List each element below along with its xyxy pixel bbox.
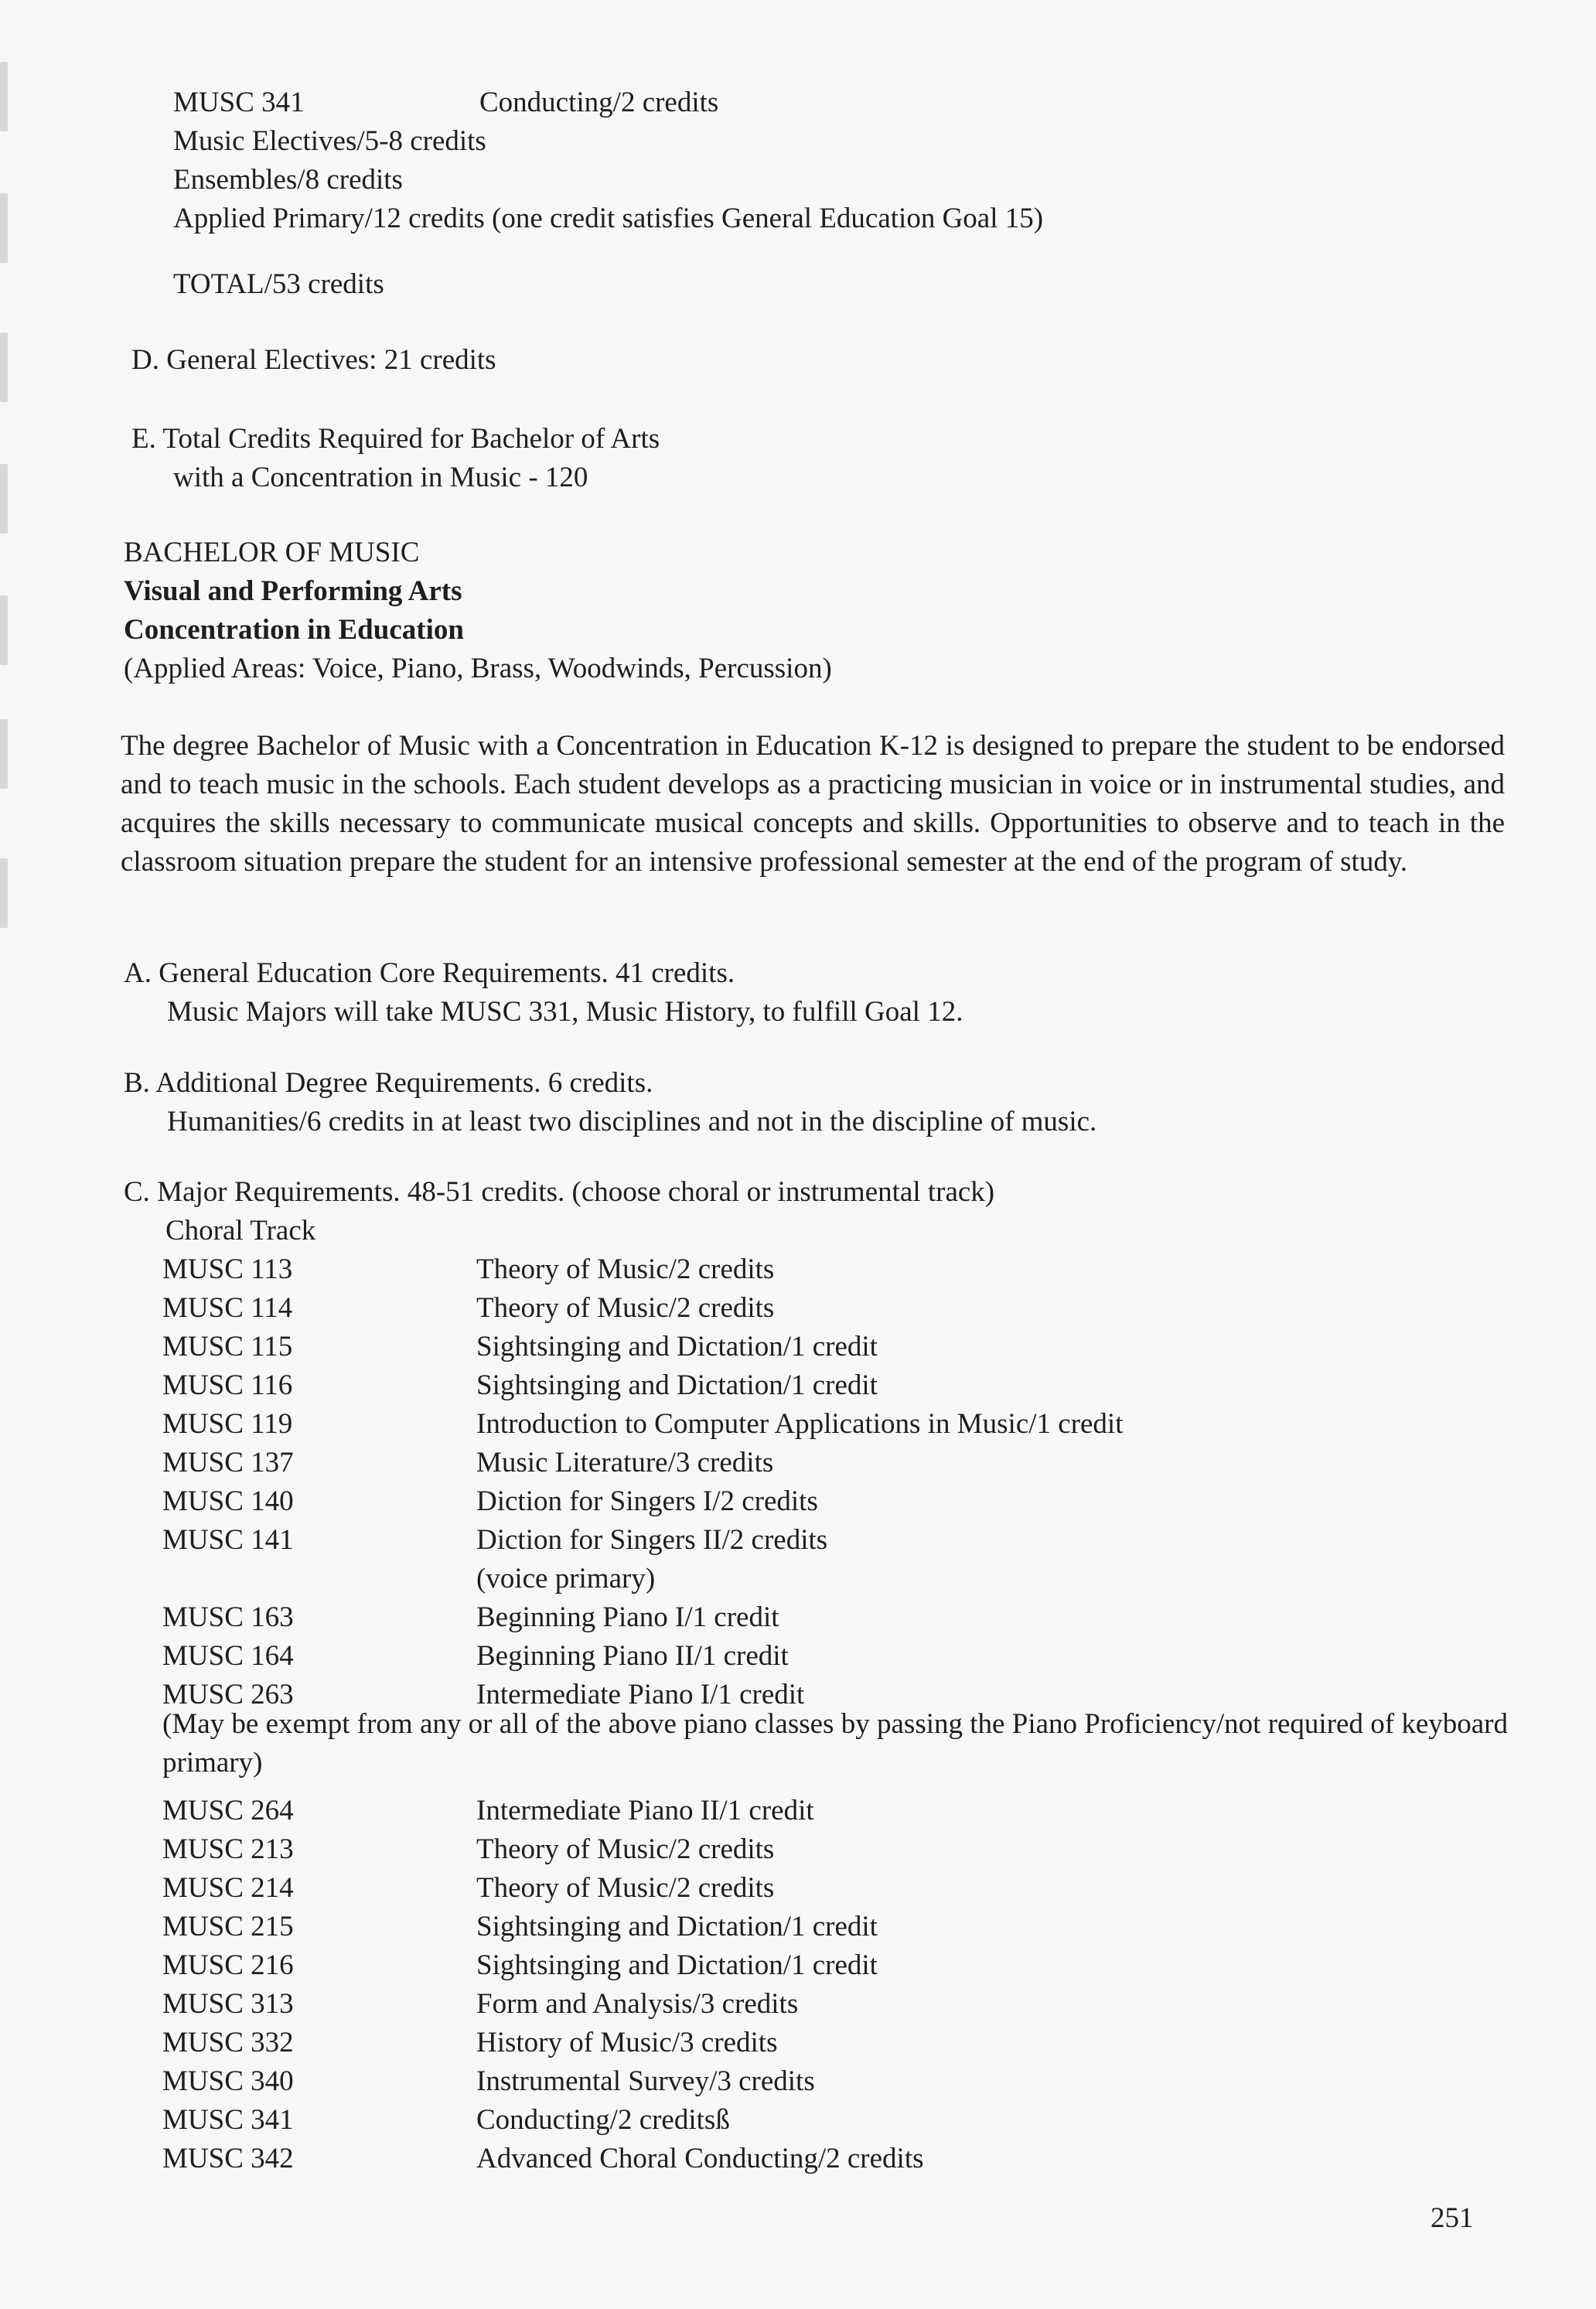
- course-title: Theory of Music/2 credits: [476, 1833, 775, 1865]
- course-code: MUSC 214: [162, 1872, 294, 1904]
- course-title: Diction for Singers II/2 credits: [476, 1524, 828, 1556]
- course-code: MUSC 164: [162, 1640, 294, 1672]
- binding-mark: [0, 193, 8, 263]
- course-title: Instrumental Survey/3 credits: [476, 2065, 815, 2097]
- course-title: Introduction to Computer Applications in Music/1 credit: [476, 1408, 1124, 1440]
- course-code: MUSC 141: [162, 1524, 294, 1556]
- course-title: Intermediate Piano I/1 credit: [476, 1679, 805, 1710]
- binding-mark: [0, 464, 8, 534]
- course-code: MUSC 116: [162, 1369, 293, 1401]
- program-description: The degree Bachelor of Music with a Concentration in Education K-12 is designed to prepare the student to be endorsed and to teach music in the schools. Each student develops as a practicing musician in voice or in instrumental studies, and acquires the skills necessary to communicate musical concepts and skills. Opportunities to observe and to teach in the classroom situation prepare the student for an intensive professional semester at the end of the program of study.: [121, 730, 1505, 878]
- binding-mark: [0, 858, 8, 928]
- course-code: MUSC 263: [162, 1679, 294, 1710]
- section-b-line1: B. Additional Degree Requirements. 6 credits.: [124, 1067, 653, 1099]
- total-credits: TOTAL/53 credits: [173, 268, 384, 300]
- track-label: Choral Track: [165, 1215, 316, 1247]
- course-title: Sightsinging and Dictation/1 credit: [476, 1331, 878, 1363]
- course-code: MUSC 137: [162, 1447, 294, 1479]
- course-title: Sightsinging and Dictation/1 credit: [476, 1949, 878, 1981]
- course-code: MUSC 341: [162, 2104, 294, 2136]
- course-code: MUSC 313: [162, 1988, 294, 2020]
- course-title: Beginning Piano I/1 credit: [476, 1601, 779, 1633]
- course-title: Intermediate Piano II/1 credit: [476, 1795, 814, 1826]
- course-title: Music Literature/3 credits: [476, 1447, 774, 1479]
- course-code: MUSC 115: [162, 1331, 293, 1363]
- course-code: MUSC 216: [162, 1949, 294, 1981]
- course-title: Conducting/2 creditsß: [476, 2104, 730, 2136]
- course-title: Theory of Music/2 credits: [476, 1292, 775, 1324]
- continuation-line: Applied Primary/12 credits (one credit satisfies General Education Goal 15): [173, 203, 1044, 234]
- course-code: MUSC 264: [162, 1795, 294, 1826]
- course-code: MUSC 340: [162, 2065, 294, 2097]
- binding-mark: [0, 62, 8, 131]
- section-d: D. General Electives: 21 credits: [131, 344, 496, 376]
- course-code: MUSC 332: [162, 2027, 294, 2058]
- course-title: Advanced Choral Conducting/2 credits: [476, 2143, 924, 2174]
- course-code: MUSC 113: [162, 1253, 293, 1285]
- course-code: MUSC 114: [162, 1292, 293, 1324]
- piano-exemption-note: (May be exempt from any or all of the above piano classes by passing the Piano Proficiency/not required of keyboard primary): [162, 1708, 1508, 1779]
- page-number: 251: [1431, 2202, 1474, 2234]
- program-concentration: Concentration in Education: [124, 614, 464, 646]
- section-a-line1: A. General Education Core Requirements. 41 credits.: [124, 957, 735, 989]
- voice-primary-note: (voice primary): [476, 1563, 656, 1594]
- course-code: MUSC 140: [162, 1485, 294, 1517]
- course-title: Sightsinging and Dictation/1 credit: [476, 1369, 878, 1401]
- course-code: MUSC 342: [162, 2143, 294, 2174]
- course-title: Beginning Piano II/1 credit: [476, 1640, 789, 1672]
- course-title: Theory of Music/2 credits: [476, 1253, 775, 1285]
- course-code: MUSC 213: [162, 1833, 294, 1865]
- program-title: BACHELOR OF MUSIC: [124, 537, 420, 568]
- section-b-line2: Humanities/6 credits in at least two disciplines and not in the discipline of music.: [167, 1106, 1097, 1137]
- course-title: History of Music/3 credits: [476, 2027, 778, 2058]
- binding-mark: [0, 333, 8, 402]
- continuation-line: Music Electives/5-8 credits: [173, 125, 486, 157]
- course-title: Theory of Music/2 credits: [476, 1872, 775, 1904]
- binding-mark: [0, 595, 8, 665]
- section-e-line1: E. Total Credits Required for Bachelor of Arts: [131, 423, 660, 455]
- course-code: MUSC 341: [173, 87, 305, 118]
- course-title: Form and Analysis/3 credits: [476, 1988, 799, 2020]
- course-title: Conducting/2 credits: [479, 87, 719, 118]
- course-code: MUSC 215: [162, 1911, 294, 1942]
- course-title: Diction for Singers I/2 credits: [476, 1485, 818, 1517]
- program-applied-areas: (Applied Areas: Voice, Piano, Brass, Woodwinds, Percussion): [124, 653, 832, 684]
- binding-mark: [0, 719, 8, 789]
- section-e-line2: with a Concentration in Music - 120: [173, 462, 588, 493]
- course-code: MUSC 163: [162, 1601, 294, 1633]
- program-subtitle: Visual and Performing Arts: [124, 575, 462, 607]
- course-code: MUSC 119: [162, 1408, 293, 1440]
- course-title: Sightsinging and Dictation/1 credit: [476, 1911, 878, 1942]
- continuation-line: Ensembles/8 credits: [173, 164, 403, 196]
- section-a-line2: Music Majors will take MUSC 331, Music History, to fulfill Goal 12.: [167, 996, 963, 1028]
- section-c-line1: C. Major Requirements. 48-51 credits. (choose choral or instrumental track): [124, 1176, 995, 1208]
